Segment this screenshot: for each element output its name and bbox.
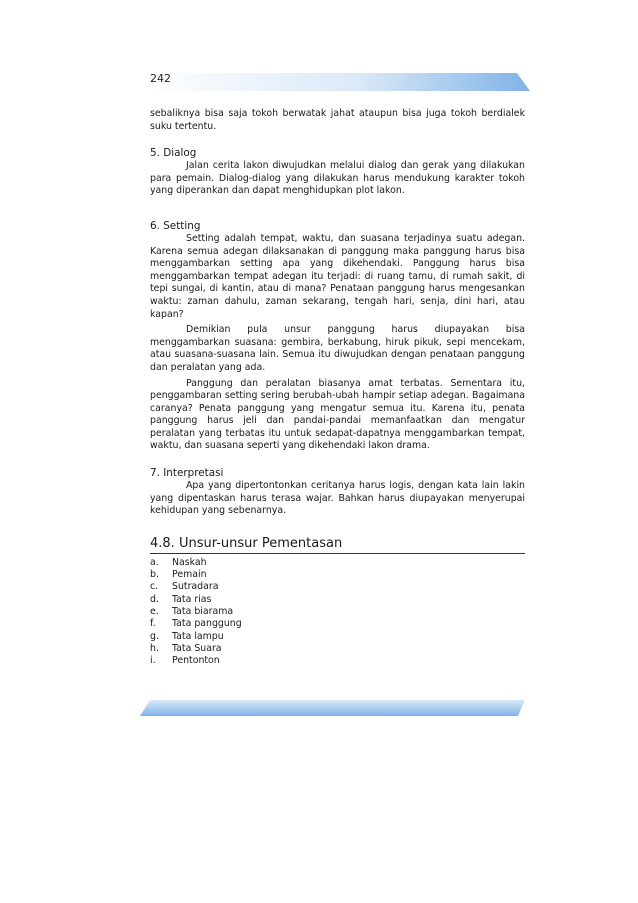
list-label: Tata Suara — [172, 642, 222, 654]
list-letter: e. — [150, 606, 159, 618]
list-item — [150, 594, 525, 606]
elements-list — [150, 557, 525, 668]
list-letter: g. — [150, 630, 159, 642]
list-item — [150, 618, 525, 630]
list-letter: f. — [150, 618, 156, 630]
list-item — [150, 606, 525, 618]
setting-heading: 6. Setting — [150, 219, 201, 232]
list-label: Tata panggung — [172, 618, 242, 630]
list-label: Sutradara — [172, 581, 219, 593]
interpretasi-heading: 7. Interpretasi — [150, 467, 224, 480]
footer-decoration — [140, 700, 525, 716]
section-title: 4.8. Unsur-unsur Pementasan — [150, 536, 525, 554]
page-number: 242 — [150, 72, 171, 85]
list-label: Tata rias — [172, 593, 212, 605]
list-item — [150, 643, 525, 655]
list-letter: c. — [150, 581, 159, 593]
list-item — [150, 569, 525, 581]
interpretasi-paragraph: Apa yang dipertontonkan ceritanya harus logis, dengan kata lain lakin yang dipentaskan harus terasa wajar. Bahkan harus diupayakan menyerupai kehidupan yang sebenarnya. — [150, 480, 525, 517]
list-item — [150, 557, 525, 569]
dialog-heading: 5. Dialog — [150, 147, 197, 160]
list-item — [150, 631, 525, 643]
list-label: Naskah — [172, 556, 207, 568]
dialog-paragraph: Jalan cerita lakon diwujudkan melalui dialog dan gerak yang dilakukan para pemain. Dialog-dialog yang dilakukan harus mendukung karakter tokoh yang diperankan dan dapat menghidupkan plot lakon. — [150, 160, 525, 197]
list-item — [150, 655, 525, 667]
intro-paragraph: sebaliknya bisa saja tokoh berwatak jahat ataupun bisa juga tokoh berdialek suku tertentu. — [150, 108, 525, 132]
list-letter: b. — [150, 569, 159, 581]
header-decoration — [145, 73, 530, 91]
page-content — [150, 108, 525, 668]
setting-paragraph-3: Panggung dan peralatan biasanya amat terbatas. Sementara itu, penggambaran setting sering berubah-ubah hampir setiap adegan. Bagaimana caranya? Penata panggung yang mengatur semua itu. Karena itu, penata panggung harus jeli dan pandai-pandai memanfaatkan dan mengatur peralatan yang terbatas itu untuk sedapat-dapatnya menggambarkan tempat, waktu, dan suasana seperti yang dikehendaki lakon drama. — [150, 377, 525, 452]
list-letter: h. — [150, 642, 159, 654]
list-label: Pentonton — [172, 655, 220, 667]
list-letter: i. — [150, 655, 156, 667]
list-label: Tata lampu — [172, 630, 224, 642]
list-item — [150, 581, 525, 593]
list-letter: d. — [150, 593, 159, 605]
list-letter: a. — [150, 556, 159, 568]
setting-paragraph-1: Setting adalah tempat, waktu, dan suasana terjadinya suatu adegan. Karena semua adegan dilaksanakan di panggung maka panggung harus bisa menggambarkan setting apa yang dikehendaki. Panggung harus bisa menggambarkan tempat adegan itu terjadi: di ruang tamu, di rumah sakit, di tepi sungai, di kantin, atau di mana? Penataan panggung harus mengesankan waktu: zaman dahulu, zaman sekarang, tengah hari, senja, dini hari, atau kapan? — [150, 232, 525, 320]
list-label: Pemain — [172, 569, 207, 581]
list-label: Tata biarama — [172, 606, 234, 618]
setting-paragraph-2: Demikian pula unsur panggung harus diupayakan bisa menggambarkan suasana: gembira, berkabung, hiruk pikuk, sepi mencekam, atau suasana-suasana lain. Semua itu diwujudkan dengan penataan panggung dan peralatan yang ada. — [150, 324, 525, 373]
